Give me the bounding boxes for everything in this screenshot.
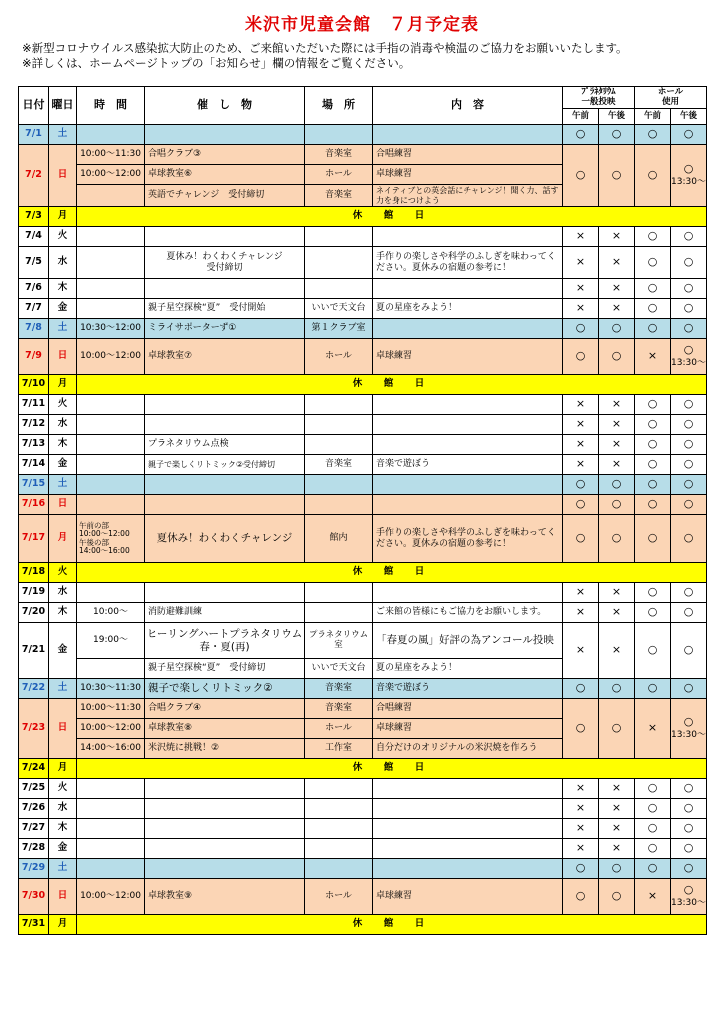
mark: ○ bbox=[671, 679, 707, 699]
mark: ○ bbox=[563, 475, 599, 495]
mark-with-time: ○ 13:30～ bbox=[671, 879, 707, 915]
closed-label: 休 館 日 bbox=[77, 563, 707, 583]
mark: × bbox=[599, 227, 635, 247]
mark: × bbox=[599, 395, 635, 415]
row-content: 合唱練習 bbox=[373, 145, 563, 165]
mark: ○ bbox=[563, 699, 599, 759]
row-dow: 水 bbox=[49, 415, 77, 435]
mark: × bbox=[563, 799, 599, 819]
table-row bbox=[19, 779, 707, 799]
mark: ○ bbox=[635, 125, 671, 145]
row-content: 卓球練習 bbox=[373, 165, 563, 185]
mark: ○ bbox=[635, 279, 671, 299]
table-row bbox=[19, 319, 707, 339]
row-dow: 火 bbox=[49, 563, 77, 583]
mark: ○ bbox=[671, 603, 707, 623]
row-dow: 日 bbox=[49, 495, 77, 515]
mark: ○ bbox=[563, 495, 599, 515]
row-dow: 金 bbox=[49, 623, 77, 679]
row-date: 7/27 bbox=[19, 819, 49, 839]
row-date: 7/1 bbox=[19, 125, 49, 145]
mark: ○ bbox=[671, 515, 707, 563]
row-content: 卓球練習 bbox=[373, 879, 563, 915]
table-row bbox=[19, 455, 707, 475]
row-place: 音楽室 bbox=[305, 679, 373, 699]
row-date: 7/10 bbox=[19, 375, 49, 395]
row-dow: 土 bbox=[49, 125, 77, 145]
mark: ○ bbox=[671, 227, 707, 247]
mark: ○ bbox=[635, 247, 671, 279]
table-row bbox=[19, 227, 707, 247]
mark: ○ bbox=[563, 679, 599, 699]
mark: × bbox=[563, 779, 599, 799]
header-time: 時 間 bbox=[77, 87, 145, 125]
mark: × bbox=[599, 819, 635, 839]
row-event: 合唱クラブ④ bbox=[145, 699, 305, 719]
row-date: 7/24 bbox=[19, 759, 49, 779]
row-dow: 木 bbox=[49, 279, 77, 299]
page-title: 米沢市児童会館 ７月予定表 bbox=[245, 15, 479, 35]
row-date: 7/22 bbox=[19, 679, 49, 699]
row-event: プラネタリウム点検 bbox=[145, 435, 305, 455]
row-dow: 土 bbox=[49, 679, 77, 699]
row-place: ホール bbox=[305, 879, 373, 915]
row-date: 7/23 bbox=[19, 699, 49, 759]
table-row bbox=[19, 435, 707, 455]
mark: × bbox=[563, 395, 599, 415]
mark: × bbox=[599, 247, 635, 279]
mark: × bbox=[599, 623, 635, 679]
row-content: 卓球練習 bbox=[373, 719, 563, 739]
header-place: 場 所 bbox=[305, 87, 373, 125]
table-row bbox=[19, 759, 707, 779]
row-date: 7/8 bbox=[19, 319, 49, 339]
mark: ○ bbox=[635, 395, 671, 415]
row-date: 7/17 bbox=[19, 515, 49, 563]
row-place: プラネタリウム室 bbox=[305, 623, 373, 659]
table-row bbox=[19, 623, 707, 659]
mark: ○ bbox=[671, 247, 707, 279]
mark: ○ bbox=[599, 319, 635, 339]
row-place: 音楽室 bbox=[305, 185, 373, 207]
row-date: 7/2 bbox=[19, 145, 49, 207]
row-date: 7/5 bbox=[19, 247, 49, 279]
mark: × bbox=[599, 603, 635, 623]
mark: ○ bbox=[635, 475, 671, 495]
table-row bbox=[19, 915, 707, 935]
mark: ○ bbox=[671, 395, 707, 415]
row-date: 7/21 bbox=[19, 623, 49, 679]
row-content: 夏の星座をみよう！ bbox=[373, 659, 563, 679]
mark: ○ bbox=[671, 839, 707, 859]
mark: × bbox=[599, 583, 635, 603]
row-dow: 月 bbox=[49, 759, 77, 779]
row-date: 7/28 bbox=[19, 839, 49, 859]
header-hall-pm: 午後 bbox=[671, 109, 707, 125]
mark: ○ bbox=[635, 583, 671, 603]
mark-with-time: ○ 13:30～ bbox=[671, 699, 707, 759]
mark: ○ bbox=[635, 819, 671, 839]
row-dow: 水 bbox=[49, 583, 77, 603]
mark: ○ bbox=[635, 415, 671, 435]
row-time: 10:30～12:00 bbox=[77, 319, 145, 339]
row-place: 第１クラブ室 bbox=[305, 319, 373, 339]
mark: ○ bbox=[671, 819, 707, 839]
mark: ○ bbox=[563, 515, 599, 563]
mark: ○ bbox=[635, 495, 671, 515]
header-hall-am: 午前 bbox=[635, 109, 671, 125]
table-row bbox=[19, 699, 707, 719]
row-time: 19:00～ bbox=[77, 623, 145, 659]
schedule-table bbox=[18, 86, 707, 935]
mark: ○ bbox=[671, 623, 707, 679]
mark: ○ bbox=[635, 227, 671, 247]
mark: ○ bbox=[563, 339, 599, 375]
header-date: 日付 bbox=[19, 87, 49, 125]
row-event: 親子星空探検“夏” 受付開始 bbox=[145, 299, 305, 319]
row-date: 7/26 bbox=[19, 799, 49, 819]
table-row bbox=[19, 395, 707, 415]
mark: × bbox=[563, 247, 599, 279]
header-hall: ホール 使用 bbox=[635, 87, 707, 109]
row-time: 10:00～ bbox=[77, 603, 145, 623]
row-time: 10:00～12:00 bbox=[77, 339, 145, 375]
mark: ○ bbox=[671, 435, 707, 455]
row-place: 音楽室 bbox=[305, 145, 373, 165]
row-event: 合唱クラブ③ bbox=[145, 145, 305, 165]
row-content: 自分だけのオリジナルの米沢焼を作ろう bbox=[373, 739, 563, 759]
row-date: 7/3 bbox=[19, 207, 49, 227]
mark: ○ bbox=[635, 679, 671, 699]
mark: × bbox=[563, 279, 599, 299]
mark: × bbox=[599, 779, 635, 799]
mark-with-time: ○ 13:30～ bbox=[671, 339, 707, 375]
mark: × bbox=[563, 435, 599, 455]
mark: × bbox=[599, 455, 635, 475]
table-row bbox=[19, 563, 707, 583]
mark: ○ bbox=[599, 679, 635, 699]
mark: × bbox=[563, 415, 599, 435]
row-content: 「春夏の風」好評の為アンコール投映 bbox=[373, 623, 563, 659]
table-row bbox=[19, 415, 707, 435]
row-dow: 月 bbox=[49, 915, 77, 935]
row-content: 合唱練習 bbox=[373, 699, 563, 719]
row-dow: 水 bbox=[49, 799, 77, 819]
row-event: 親子で楽しくリトミック② bbox=[145, 679, 305, 699]
table-row bbox=[19, 145, 707, 165]
mark: ○ bbox=[635, 623, 671, 679]
row-content: ネイティブとの英会話にチャレンジ！聞く力、話す力を身につけよう bbox=[373, 185, 563, 207]
row-time: 10:30～11:30 bbox=[77, 679, 145, 699]
mark: ○ bbox=[635, 515, 671, 563]
row-date: 7/9 bbox=[19, 339, 49, 375]
row-event: 卓球教室⑦ bbox=[145, 339, 305, 375]
row-place: いいで天文台 bbox=[305, 299, 373, 319]
mark: × bbox=[563, 455, 599, 475]
row-place: ホール bbox=[305, 339, 373, 375]
header-content: 内 容 bbox=[373, 87, 563, 125]
row-dow: 日 bbox=[49, 699, 77, 759]
row-event: ミライサポーターず① bbox=[145, 319, 305, 339]
row-date: 7/31 bbox=[19, 915, 49, 935]
row-place: ホール bbox=[305, 165, 373, 185]
table-row bbox=[19, 583, 707, 603]
row-place: 音楽室 bbox=[305, 455, 373, 475]
mark-with-time: ○ 13:30～ bbox=[671, 145, 707, 207]
mark: ○ bbox=[635, 435, 671, 455]
mark: ○ bbox=[563, 879, 599, 915]
mark: ○ bbox=[599, 699, 635, 759]
notice-line-2: ※詳しくは、ホームページトップの「お知らせ」欄の情報をご覧ください。 bbox=[22, 56, 411, 70]
table-row bbox=[19, 207, 707, 227]
mark: ○ bbox=[599, 515, 635, 563]
row-dow: 火 bbox=[49, 227, 77, 247]
mark: ○ bbox=[563, 145, 599, 207]
row-dow: 木 bbox=[49, 435, 77, 455]
mark: ○ bbox=[671, 319, 707, 339]
row-content: 手作りの楽しさや科学のふしぎを味わってください。夏休みの宿題の参考に！ bbox=[373, 247, 563, 279]
mark: ○ bbox=[599, 475, 635, 495]
row-time: 10:00～12:00 bbox=[77, 719, 145, 739]
mark: ○ bbox=[671, 415, 707, 435]
row-time: 午前の部 10:00～12:00 午後の部 14:00～16:00 bbox=[77, 515, 145, 563]
mark: ○ bbox=[599, 125, 635, 145]
row-date: 7/18 bbox=[19, 563, 49, 583]
mark: ○ bbox=[671, 799, 707, 819]
header-planetarium-pm: 午後 bbox=[599, 109, 635, 125]
row-date: 7/30 bbox=[19, 879, 49, 915]
mark: × bbox=[599, 299, 635, 319]
table-row bbox=[19, 495, 707, 515]
mark: ○ bbox=[599, 339, 635, 375]
mark: ○ bbox=[599, 879, 635, 915]
row-dow: 日 bbox=[49, 145, 77, 207]
row-date: 7/20 bbox=[19, 603, 49, 623]
row-date: 7/12 bbox=[19, 415, 49, 435]
mark: ○ bbox=[671, 859, 707, 879]
row-date: 7/14 bbox=[19, 455, 49, 475]
mark: ○ bbox=[671, 455, 707, 475]
header-planetarium-am: 午前 bbox=[563, 109, 599, 125]
header-dow: 曜日 bbox=[49, 87, 77, 125]
row-date: 7/29 bbox=[19, 859, 49, 879]
header-event: 催 し 物 bbox=[145, 87, 305, 125]
mark: ○ bbox=[635, 299, 671, 319]
row-time: 14:00～16:00 bbox=[77, 739, 145, 759]
table-row bbox=[19, 819, 707, 839]
table-row bbox=[19, 475, 707, 495]
closed-label: 休 館 日 bbox=[77, 915, 707, 935]
row-dow: 土 bbox=[49, 475, 77, 495]
table-row bbox=[19, 279, 707, 299]
row-dow: 日 bbox=[49, 339, 77, 375]
mark: ○ bbox=[671, 779, 707, 799]
row-event: 卓球教室⑧ bbox=[145, 719, 305, 739]
row-dow: 水 bbox=[49, 247, 77, 279]
row-event: 卓球教室⑥ bbox=[145, 165, 305, 185]
row-time: 10:00～11:30 bbox=[77, 699, 145, 719]
row-date: 7/25 bbox=[19, 779, 49, 799]
row-content: 卓球練習 bbox=[373, 339, 563, 375]
table-row bbox=[19, 247, 707, 279]
mark: ○ bbox=[635, 859, 671, 879]
mark: ○ bbox=[671, 299, 707, 319]
closed-label: 休 館 日 bbox=[77, 375, 707, 395]
mark: × bbox=[599, 279, 635, 299]
table-row bbox=[19, 799, 707, 819]
row-place: ホール bbox=[305, 719, 373, 739]
mark: ○ bbox=[671, 475, 707, 495]
table-row bbox=[19, 125, 707, 145]
row-dow: 木 bbox=[49, 819, 77, 839]
mark: ○ bbox=[635, 839, 671, 859]
table-row bbox=[19, 603, 707, 623]
mark: ○ bbox=[563, 859, 599, 879]
row-date: 7/6 bbox=[19, 279, 49, 299]
mark: × bbox=[599, 799, 635, 819]
row-date: 7/15 bbox=[19, 475, 49, 495]
row-dow: 月 bbox=[49, 207, 77, 227]
row-content: 音楽で遊ぼう bbox=[373, 679, 563, 699]
row-date: 7/13 bbox=[19, 435, 49, 455]
mark: ○ bbox=[599, 145, 635, 207]
table-row bbox=[19, 879, 707, 915]
mark: × bbox=[563, 819, 599, 839]
row-event: 消防避難訓練 bbox=[145, 603, 305, 623]
mark: × bbox=[599, 839, 635, 859]
row-dow: 月 bbox=[49, 375, 77, 395]
mark: × bbox=[563, 839, 599, 859]
mark: × bbox=[635, 339, 671, 375]
row-time: 10:00～12:00 bbox=[77, 165, 145, 185]
row-date: 7/16 bbox=[19, 495, 49, 515]
mark: × bbox=[563, 299, 599, 319]
row-date: 7/4 bbox=[19, 227, 49, 247]
row-content: 手作りの楽しさや科学のふしぎを味わってください。夏休みの宿題の参考に！ bbox=[373, 515, 563, 563]
mark: ○ bbox=[635, 455, 671, 475]
mark: ○ bbox=[671, 495, 707, 515]
mark: × bbox=[563, 623, 599, 679]
row-dow: 木 bbox=[49, 603, 77, 623]
mark: ○ bbox=[635, 799, 671, 819]
mark: × bbox=[599, 435, 635, 455]
row-date: 7/7 bbox=[19, 299, 49, 319]
row-time: 10:00～12:00 bbox=[77, 879, 145, 915]
row-dow: 火 bbox=[49, 779, 77, 799]
row-event: 英語でチャレンジ 受付締切 bbox=[145, 185, 305, 207]
mark: ○ bbox=[671, 125, 707, 145]
table-row bbox=[19, 375, 707, 395]
row-date: 7/19 bbox=[19, 583, 49, 603]
closed-label: 休 館 日 bbox=[77, 759, 707, 779]
mark: ○ bbox=[635, 319, 671, 339]
row-content: 音楽で遊ぼう bbox=[373, 455, 563, 475]
row-event: ヒーリングハートプラネタリウム 春・夏(再) bbox=[145, 623, 305, 659]
row-time: 10:00～11:30 bbox=[77, 145, 145, 165]
row-dow: 金 bbox=[49, 839, 77, 859]
row-dow: 土 bbox=[49, 859, 77, 879]
row-event: 夏休み！わくわくチャレンジ 受付締切 bbox=[145, 247, 305, 279]
row-event: 親子で楽しくリトミック②受付締切 bbox=[145, 455, 305, 475]
row-place: いいで天文台 bbox=[305, 659, 373, 679]
row-dow: 金 bbox=[49, 299, 77, 319]
mark: × bbox=[599, 415, 635, 435]
row-event: 卓球教室⑨ bbox=[145, 879, 305, 915]
header-planetarium: ﾌﾟﾗﾈﾀﾘｳﾑ 一般投映 bbox=[563, 87, 635, 109]
mark: × bbox=[563, 603, 599, 623]
row-content: ご来館の皆様にもご協力をお願いします。 bbox=[373, 603, 563, 623]
mark: × bbox=[563, 583, 599, 603]
mark: ○ bbox=[563, 319, 599, 339]
row-event: 親子星空探検“夏” 受付締切 bbox=[145, 659, 305, 679]
table-row bbox=[19, 299, 707, 319]
row-event: 夏休み！わくわくチャレンジ bbox=[145, 515, 305, 563]
mark: × bbox=[635, 879, 671, 915]
mark: ○ bbox=[635, 779, 671, 799]
table-row bbox=[19, 339, 707, 375]
row-dow: 月 bbox=[49, 515, 77, 563]
row-dow: 金 bbox=[49, 455, 77, 475]
row-date: 7/11 bbox=[19, 395, 49, 415]
mark: × bbox=[635, 699, 671, 759]
mark: ○ bbox=[599, 495, 635, 515]
table-row bbox=[19, 859, 707, 879]
row-dow: 日 bbox=[49, 879, 77, 915]
row-place: 館内 bbox=[305, 515, 373, 563]
table-row bbox=[19, 839, 707, 859]
row-content: 夏の星座をみよう！ bbox=[373, 299, 563, 319]
notice-line-1: ※新型コロナウイルス感染拡大防止のため、ご来館いただいた際には手指の消毒や検温のご協力をお願いいたします。 bbox=[22, 41, 628, 55]
mark: ○ bbox=[671, 583, 707, 603]
mark: ○ bbox=[635, 603, 671, 623]
row-place: 工作室 bbox=[305, 739, 373, 759]
mark: ○ bbox=[599, 859, 635, 879]
table-row bbox=[19, 679, 707, 699]
row-dow: 火 bbox=[49, 395, 77, 415]
mark: ○ bbox=[635, 145, 671, 207]
table-row bbox=[19, 515, 707, 563]
mark: ○ bbox=[563, 125, 599, 145]
row-dow: 土 bbox=[49, 319, 77, 339]
mark: ○ bbox=[671, 279, 707, 299]
mark: × bbox=[563, 227, 599, 247]
row-event: 米沢焼に挑戦！② bbox=[145, 739, 305, 759]
row-place: 音楽室 bbox=[305, 699, 373, 719]
closed-label: 休 館 日 bbox=[77, 207, 707, 227]
